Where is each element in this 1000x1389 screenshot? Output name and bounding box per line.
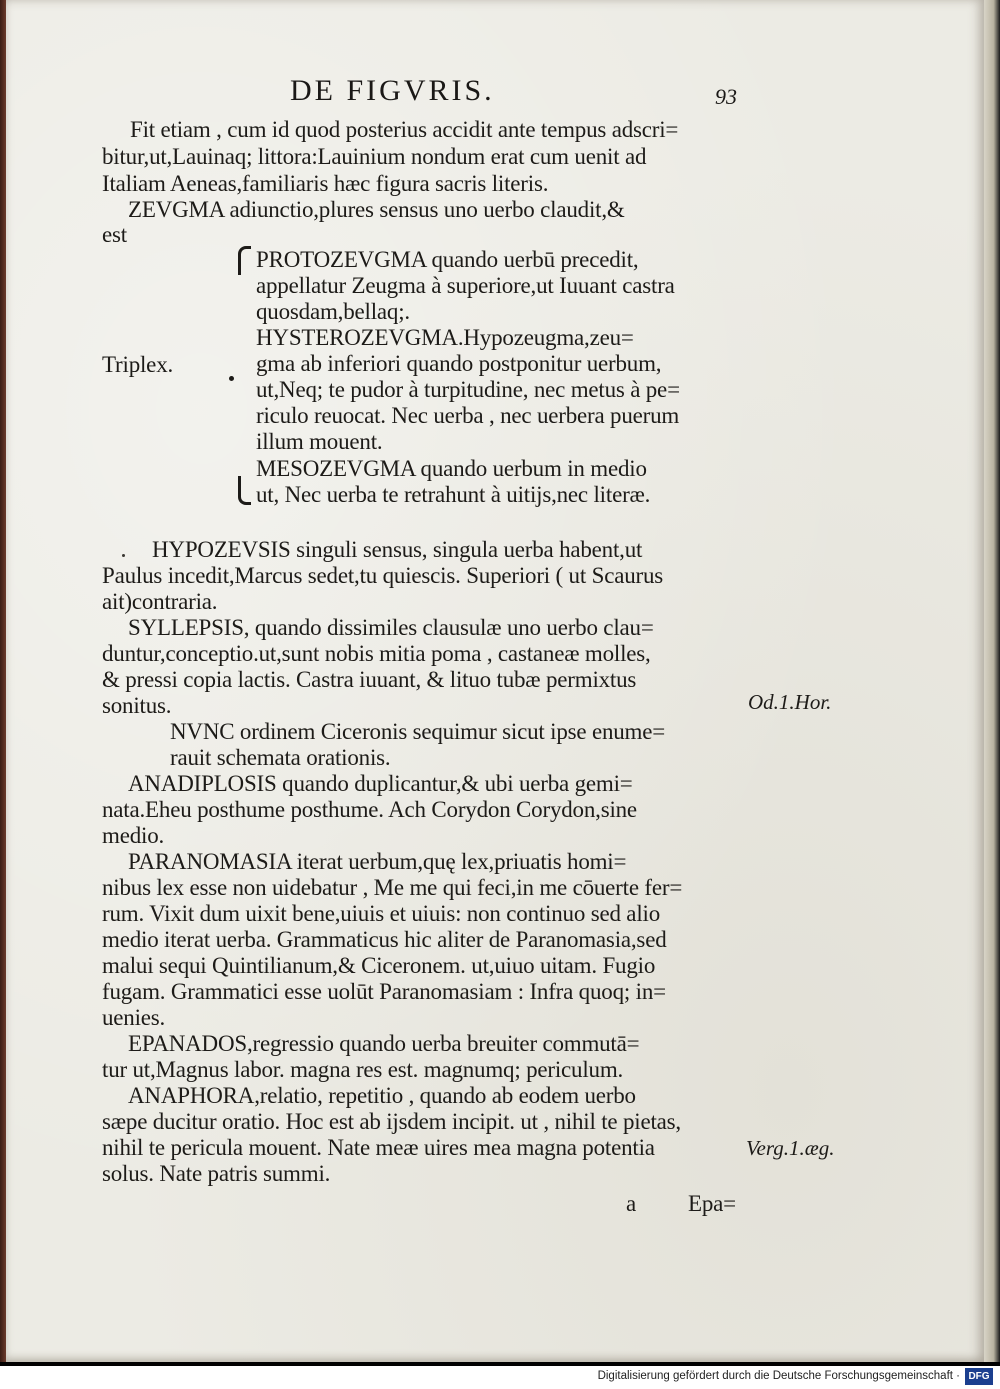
ink-speck xyxy=(122,554,125,557)
text-line: EPANADOS,regressio quando uerba breuiter commutā= xyxy=(128,1031,640,1056)
text-line: NVNC ordinem Ciceronis sequimur sicut ipse enume= xyxy=(170,719,666,744)
text-line: bitur,ut,Lauinaq; littora:Lauinium nondum erat cum uenit ad xyxy=(102,144,647,169)
footer-credit: Digitalisierung gefördert durch die Deutsche Forschungsgemeinschaft · xyxy=(597,1370,960,1382)
text-line: PARANOMASIA iterat uerbum,quę lex,priuatis homi= xyxy=(128,849,627,874)
text-line: ANAPHORA,relatio, repetitio , quando ab eodem uerbo xyxy=(128,1083,636,1108)
dfg-logo: DFG xyxy=(965,1368,993,1385)
text-line: nibus lex esse non uidebatur , Me me qui feci,in me cōuerte fer= xyxy=(102,875,683,900)
brace-top xyxy=(238,246,251,275)
margin-note: Od.1.Hor. xyxy=(748,690,832,714)
text-line: Paulus incedit,Marcus sedet,tu quiescis. Superiori ( ut Scaurus xyxy=(102,563,664,588)
text-line: nata.Eheu posthume posthume. Ach Corydon Corydon,sine xyxy=(102,797,637,822)
text-line: SYLLEPSIS, quando dissimiles clausulæ uno uerbo clau= xyxy=(128,615,654,640)
text-line: duntur,conceptio.ut,sunt nobis mitia poma , castaneæ molles, xyxy=(102,641,651,666)
running-title: DE FIGVRIS. xyxy=(290,74,495,107)
brace-mark xyxy=(229,376,234,381)
text-line: medio. xyxy=(102,823,165,848)
text-line: sæpe ducitur oratio. Hoc est ab ijsdem incipit. ut , nihil te pietas, xyxy=(102,1109,681,1134)
triplex-line: ut, Nec uerba te retrahunt à uitijs,nec literæ. xyxy=(256,482,651,507)
triplex-line: ut,Neq; te pudor à turpitudine, nec metus à pe= xyxy=(256,377,680,402)
triplex-line: PROTOZEVGMA quando uerbū precedit, xyxy=(256,247,639,272)
text-line: ANADIPLOSIS quando duplicantur,& ubi uerba gemi= xyxy=(128,771,633,796)
text-line: ZEVGMA adiunctio,plures sensus uno uerbo claudit,& xyxy=(128,197,625,222)
brace-bottom xyxy=(238,476,251,505)
text-line: & pressi copia lactis. Castra iuuant, & lituo tubæ permixtus xyxy=(102,667,637,692)
text-line: Fit etiam , cum id quod posterius accidit ante tempus adscri= xyxy=(130,117,679,142)
text-line: fugam. Grammatici esse uolūt Paranomasiam : Infra quoq; in= xyxy=(102,979,666,1004)
triplex-line: gma ab inferiori quando postponitur uerbum, xyxy=(256,351,662,376)
margin-note: Verg.1.æg. xyxy=(746,1136,835,1160)
text-line: medio iterat uerba. Grammaticus hic aliter de Paranomasia,sed xyxy=(102,927,667,952)
page-edge-shadow xyxy=(984,0,1000,1362)
text-line: malui sequi Quintilianum,& Ciceronem. ut,uiuo uitam. Fugio xyxy=(102,953,656,978)
triplex-line: appellatur Zeugma à superiore,ut Iuuant castra xyxy=(256,273,675,298)
text-line: nihil te pericula mouent. Nate meæ uires mea magna potentia xyxy=(102,1135,655,1160)
catchword: Epa= xyxy=(688,1191,736,1216)
signature-mark: a xyxy=(626,1191,637,1216)
text-line: est xyxy=(102,222,127,247)
triplex-line: quosdam,bellaq;. xyxy=(256,299,410,324)
triplex-line: HYSTEROZEVGMA.Hypozeugma,zeu= xyxy=(256,325,634,350)
triplex-line: illum mouent. xyxy=(256,429,383,454)
text-line: rum. Vixit dum uixit bene,uiuis et uiuis: non continuo sed alio xyxy=(102,901,660,926)
triplex-line: riculo reuocat. Nec uerba , nec uerbera puerum xyxy=(256,403,680,428)
text-line: Italiam Aeneas,familiaris hæc figura sacris literis. xyxy=(102,171,549,196)
page-number: 93 xyxy=(715,84,737,109)
triplex-label: Triplex. xyxy=(102,352,174,377)
text-line: ait)contraria. xyxy=(102,589,218,614)
triplex-line: MESOZEVGMA quando uerbum in medio xyxy=(256,456,647,481)
text-line: rauit schemata orationis. xyxy=(170,745,391,770)
text-line: uenies. xyxy=(102,1005,166,1030)
text-line: solus. Nate patris summi. xyxy=(102,1161,331,1186)
text-line: sonitus. xyxy=(102,693,172,718)
text-line: HYPOZEVSIS singuli sensus, singula uerba habent,ut xyxy=(152,537,643,562)
text-line: tur ut,Magnus labor. magna res est. magnumq; periculum. xyxy=(102,1057,624,1082)
